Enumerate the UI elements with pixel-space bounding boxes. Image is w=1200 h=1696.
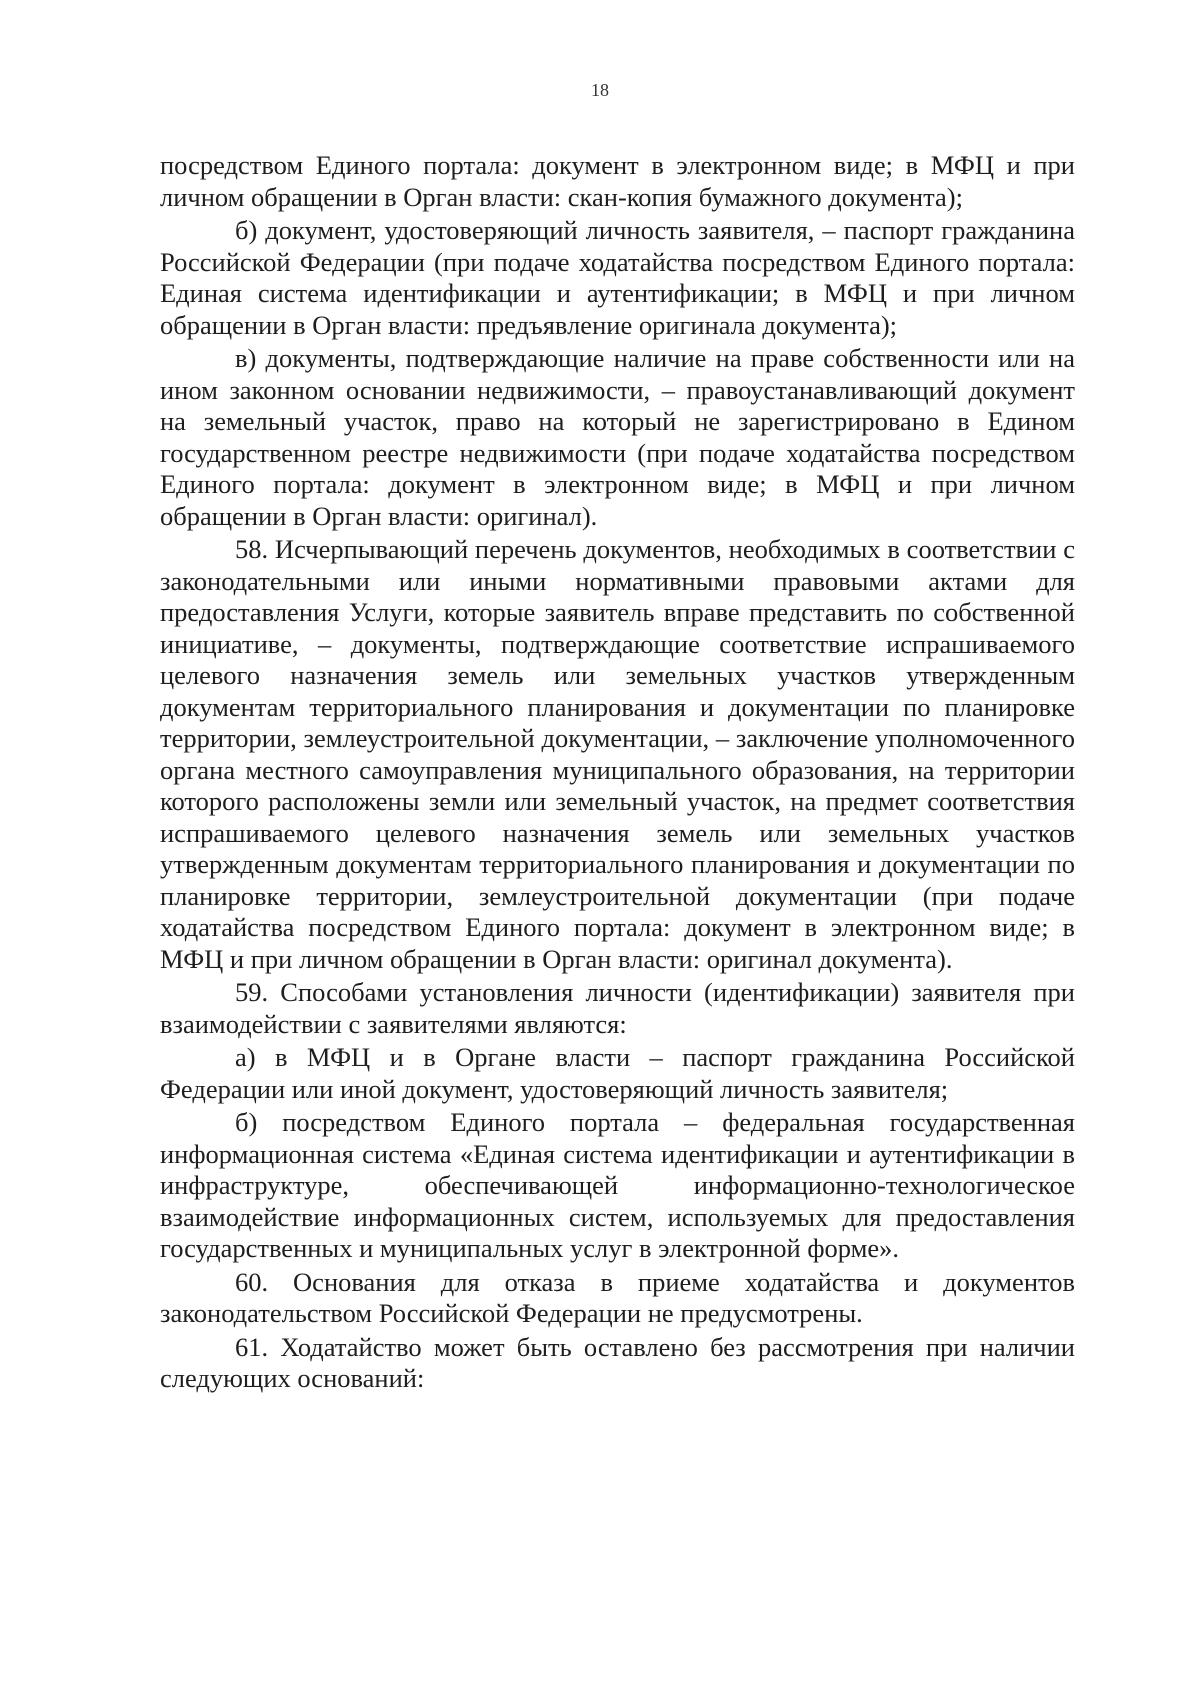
page-number: 18	[591, 80, 609, 100]
paragraph-61: 61. Ходатайство может быть оставлено без рассмотрения при наличии следующих оснований:	[160, 1331, 1075, 1393]
paragraph-58: 58. Исчерпывающий перечень документов, необходимых в соответствии с законодательными или иными нормативными правовыми актами для предоставления Услуги, которые заявитель вправе представить по собственной инициативе, – документы, подтверждающие соответствие испрашиваемого целевого назначения земель или земельных участков утвержденным документам территориального планирования и документации по планировке территории, землеустроительной документации, – заключение уполномоченного органа местного самоуправления муниципального образования, на территории которого расположены земли или земельный участок, на предмет соответствия испрашиваемого целевого назначения земель или земельных участков утвержденным документам территориального планирования и документации по планировке территории, землеустроительной документации (при подаче ходатайства посредством Единого портала: документ в электронном виде; в МФЦ и при личном обращении в Орган власти: оригинал документа).	[160, 534, 1075, 974]
paragraph-59: 59. Способами установления личности (идентификации) заявителя при взаимодействии с заявителями являются:	[160, 977, 1075, 1039]
paragraph-60: 60. Основания для отказа в приеме ходатайства и документов законодательством Российской Федерации не предусмотрены.	[160, 1266, 1075, 1328]
paragraph-59-item-b: б) посредством Единого портала – федеральная государственная информационная система «Единая система идентификации и аутентификации в инфраструктуре, обеспечивающей информационно-технологическое взаимодействие информационных систем, используемых для предоставления государственных и муниципальных услуг в электронной форме».	[160, 1107, 1075, 1263]
paragraph-59-item-a: а) в МФЦ и в Органе власти – паспорт гражданина Российской Федерации или иной документ, удостоверяющий личность заявителя;	[160, 1042, 1075, 1104]
paragraph-continuation: посредством Единого портала: документ в электронном виде; в МФЦ и при личном обращении в Орган власти: скан-копия бумажного документа);	[160, 150, 1075, 212]
paragraph-item-v: в) документы, подтверждающие наличие на праве собственности или на ином законном основании недвижимости, – правоустанавливающий документ на земельный участок, право на который не зарегистрировано в Едином государственном реестре недвижимости (при подаче ходатайства посредством Единого портала: документ в электронном виде; в МФЦ и при личном обращении в Орган власти: оригинал).	[160, 343, 1075, 531]
paragraph-item-b: б) документ, удостоверяющий личность заявителя, – паспорт гражданина Российской Федерации (при подаче ходатайства посредством Единого портала: Единая система идентификации и аутентификации; в МФЦ и при личном обращении в Орган власти: предъявление оригинала документа);	[160, 215, 1075, 340]
document-body	[160, 150, 1075, 1397]
